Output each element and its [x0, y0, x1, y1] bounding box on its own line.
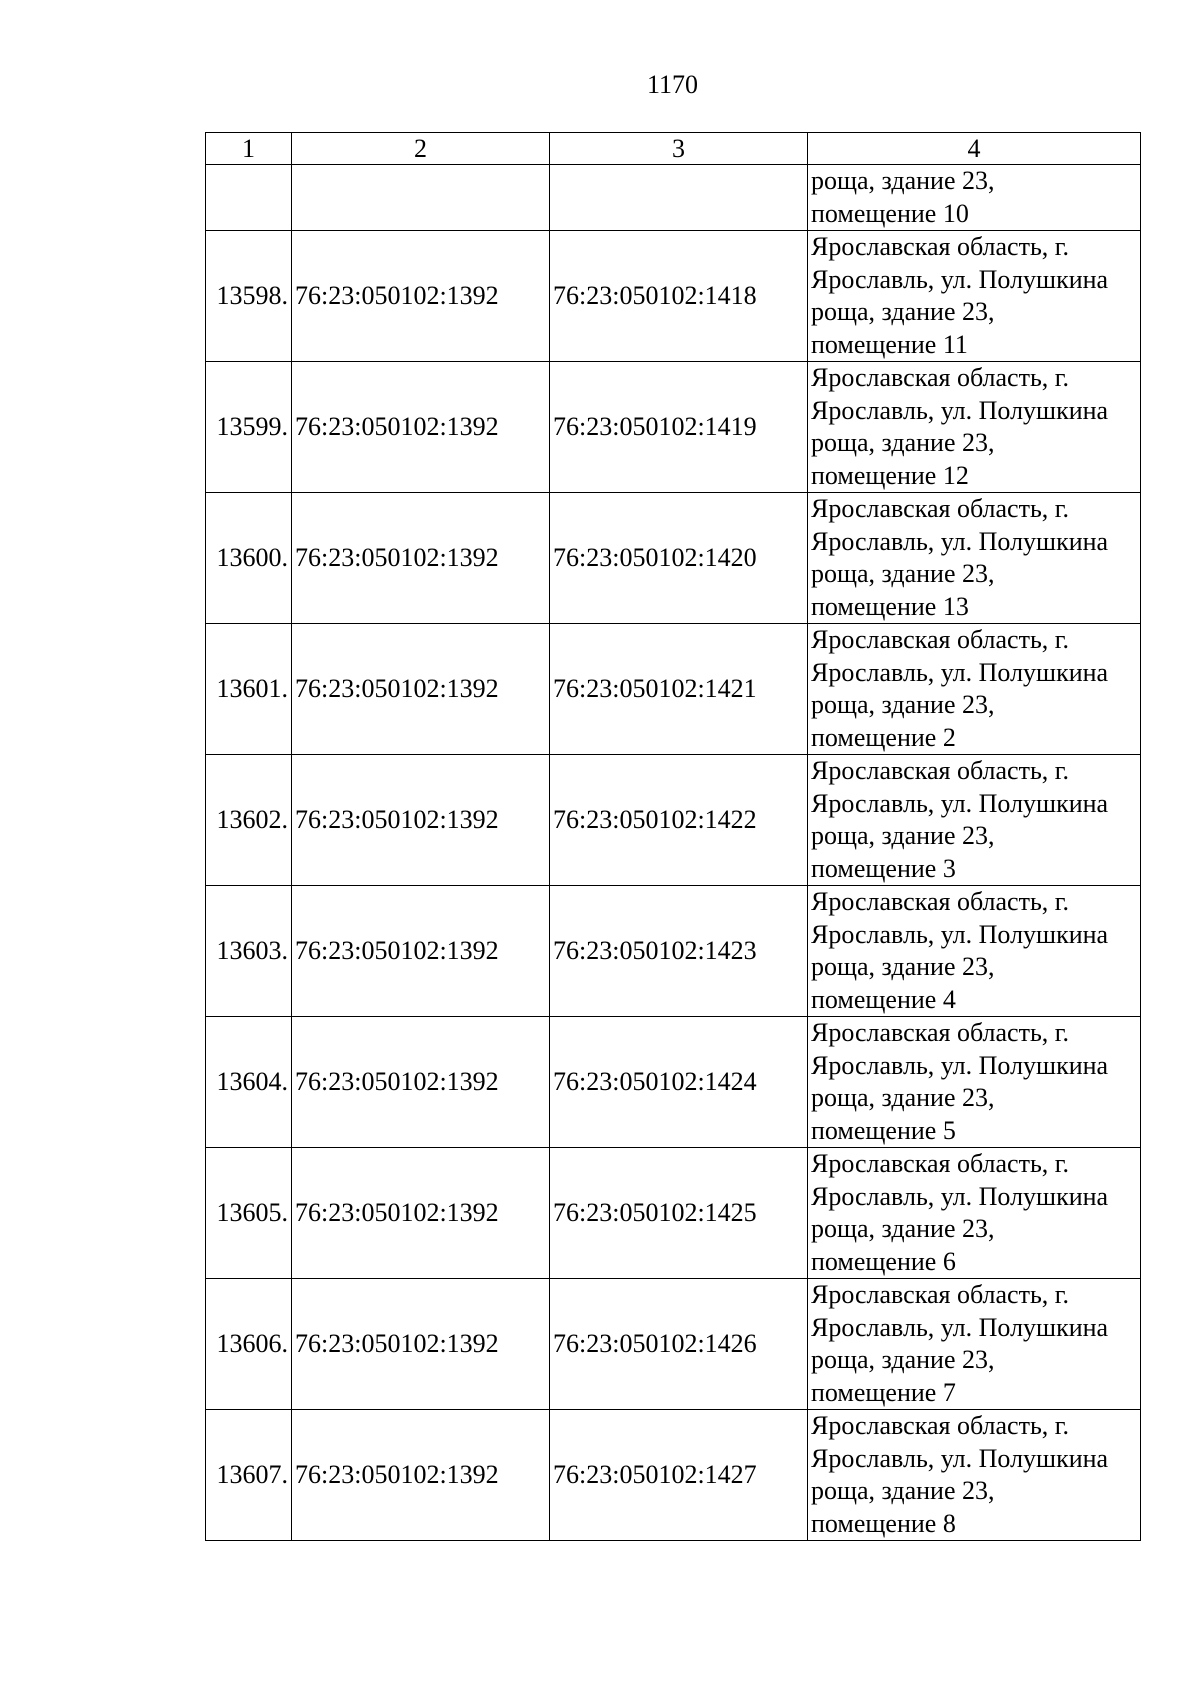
- table-row: [206, 1148, 1141, 1279]
- address-line: роща, здание 23,: [811, 1214, 995, 1243]
- address-line: роща, здание 23,: [811, 166, 995, 195]
- address-line: помещение 3: [811, 853, 956, 883]
- row-number-cell: 13604.: [206, 1017, 292, 1148]
- address-line: Ярославская область, г.: [811, 1018, 1070, 1047]
- cadastral-number-cell: 76:23:050102:1418: [550, 231, 808, 362]
- table-body: [206, 165, 1141, 1541]
- address-line: Ярославская область, г.: [811, 625, 1070, 654]
- table-row: [206, 886, 1141, 1017]
- address-cell: [808, 493, 1141, 624]
- row-number-cell: 13598.: [206, 231, 292, 362]
- table-row: [206, 493, 1141, 624]
- address-line: помещение 5: [811, 1115, 956, 1145]
- address-cell: [808, 624, 1141, 755]
- table-row: [206, 755, 1141, 886]
- address-line: помещение 2: [811, 722, 956, 752]
- address-cell: [808, 1279, 1141, 1410]
- address-line: Ярославль, ул. Полушкина: [811, 1312, 1109, 1342]
- address-line: Ярославская область, г.: [811, 1280, 1070, 1309]
- header-col-1: 1: [206, 133, 292, 165]
- table-row: [206, 231, 1141, 362]
- address-line: Ярославль, ул. Полушкина: [811, 264, 1109, 294]
- address-line: Ярославль, ул. Полушкина: [811, 526, 1109, 556]
- cadastral-number-cell: 76:23:050102:1420: [550, 493, 808, 624]
- address-line: Ярославская область, г.: [811, 1149, 1070, 1178]
- table-row: [206, 1017, 1141, 1148]
- cadastral-number-cell: 76:23:050102:1427: [550, 1410, 808, 1541]
- header-col-3: 3: [550, 133, 808, 165]
- cadastral-number-cell: 76:23:050102:1419: [550, 362, 808, 493]
- registry-table: [205, 132, 1141, 1541]
- address-line: помещение 7: [811, 1377, 956, 1407]
- header-col-2: 2: [292, 133, 550, 165]
- address-line: помещение 10: [811, 198, 969, 228]
- address-cell: [808, 886, 1141, 1017]
- parent-cadastral-cell: 76:23:050102:1392: [292, 1017, 550, 1148]
- parent-cadastral-cell: 76:23:050102:1392: [292, 493, 550, 624]
- parent-cadastral-cell: 76:23:050102:1392: [292, 1279, 550, 1410]
- address-cell: [808, 1017, 1141, 1148]
- address-line: роща, здание 23,: [811, 1345, 995, 1374]
- cadastral-number-cell: 76:23:050102:1425: [550, 1148, 808, 1279]
- address-cell: [808, 1410, 1141, 1541]
- address-line: помещение 12: [811, 460, 969, 490]
- address-line: роща, здание 23,: [811, 690, 995, 719]
- address-line: Ярославль, ул. Полушкина: [811, 1050, 1109, 1080]
- table-row: [206, 1410, 1141, 1541]
- address-line: Ярославская область, г.: [811, 756, 1070, 785]
- parent-cadastral-cell: 76:23:050102:1392: [292, 1410, 550, 1541]
- address-line: помещение 4: [811, 984, 956, 1014]
- cadastral-number-cell: 76:23:050102:1426: [550, 1279, 808, 1410]
- cadastral-number-cell: 76:23:050102:1421: [550, 624, 808, 755]
- address-line: Ярославская область, г.: [811, 494, 1070, 523]
- header-row: [206, 133, 1141, 165]
- address-line: Ярославль, ул. Полушкина: [811, 788, 1109, 818]
- address-cell: [808, 1148, 1141, 1279]
- address-line: роща, здание 23,: [811, 821, 995, 850]
- address-line: помещение 13: [811, 591, 969, 621]
- row-number-cell: 13603.: [206, 886, 292, 1017]
- parent-cadastral-cell: 76:23:050102:1392: [292, 231, 550, 362]
- row-number-cell: 13602.: [206, 755, 292, 886]
- address-line: роща, здание 23,: [811, 428, 995, 457]
- row-number-cell: 13599.: [206, 362, 292, 493]
- address-line: роща, здание 23,: [811, 1083, 995, 1112]
- address-line: Ярославская область, г.: [811, 363, 1070, 392]
- address-line: Ярославль, ул. Полушкина: [811, 657, 1109, 687]
- parent-cadastral-cell: 76:23:050102:1392: [292, 624, 550, 755]
- address-line: Ярославль, ул. Полушкина: [811, 1443, 1109, 1473]
- continuation-cadastral-cell: [550, 165, 808, 231]
- table-row: [206, 1279, 1141, 1410]
- address-line: Ярославская область, г.: [811, 1411, 1070, 1440]
- address-line: роща, здание 23,: [811, 559, 995, 588]
- parent-cadastral-cell: 76:23:050102:1392: [292, 362, 550, 493]
- header-col-4: 4: [808, 133, 1141, 165]
- cadastral-number-cell: 76:23:050102:1422: [550, 755, 808, 886]
- address-line: Ярославль, ул. Полушкина: [811, 395, 1109, 425]
- parent-cadastral-cell: 76:23:050102:1392: [292, 755, 550, 886]
- address-cell: [808, 362, 1141, 493]
- address-line: роща, здание 23,: [811, 297, 995, 326]
- address-line: помещение 8: [811, 1508, 956, 1538]
- address-line: Ярославская область, г.: [811, 232, 1070, 261]
- table-header: [206, 133, 1141, 165]
- address-line: Ярославская область, г.: [811, 887, 1070, 916]
- cadastral-number-cell: 76:23:050102:1424: [550, 1017, 808, 1148]
- row-number-cell: 13601.: [206, 624, 292, 755]
- address-line: Ярославль, ул. Полушкина: [811, 919, 1109, 949]
- address-cell: [808, 231, 1141, 362]
- address-line: помещение 11: [811, 329, 968, 359]
- cadastral-number-cell: 76:23:050102:1423: [550, 886, 808, 1017]
- row-number-cell: 13600.: [206, 493, 292, 624]
- continuation-address-cell: [808, 165, 1141, 231]
- row-number-cell: 13607.: [206, 1410, 292, 1541]
- address-cell: [808, 755, 1141, 886]
- address-line: роща, здание 23,: [811, 952, 995, 981]
- parent-cadastral-cell: 76:23:050102:1392: [292, 1148, 550, 1279]
- table-row: [206, 362, 1141, 493]
- continuation-num-cell: [206, 165, 292, 231]
- continuation-row: [206, 165, 1141, 231]
- continuation-parent-cell: [292, 165, 550, 231]
- page-number: 1170: [646, 70, 699, 99]
- address-line: роща, здание 23,: [811, 1476, 995, 1505]
- address-line: помещение 6: [811, 1246, 956, 1276]
- parent-cadastral-cell: 76:23:050102:1392: [292, 886, 550, 1017]
- address-line: Ярославль, ул. Полушкина: [811, 1181, 1109, 1211]
- row-number-cell: 13606.: [206, 1279, 292, 1410]
- row-number-cell: 13605.: [206, 1148, 292, 1279]
- table-row: [206, 624, 1141, 755]
